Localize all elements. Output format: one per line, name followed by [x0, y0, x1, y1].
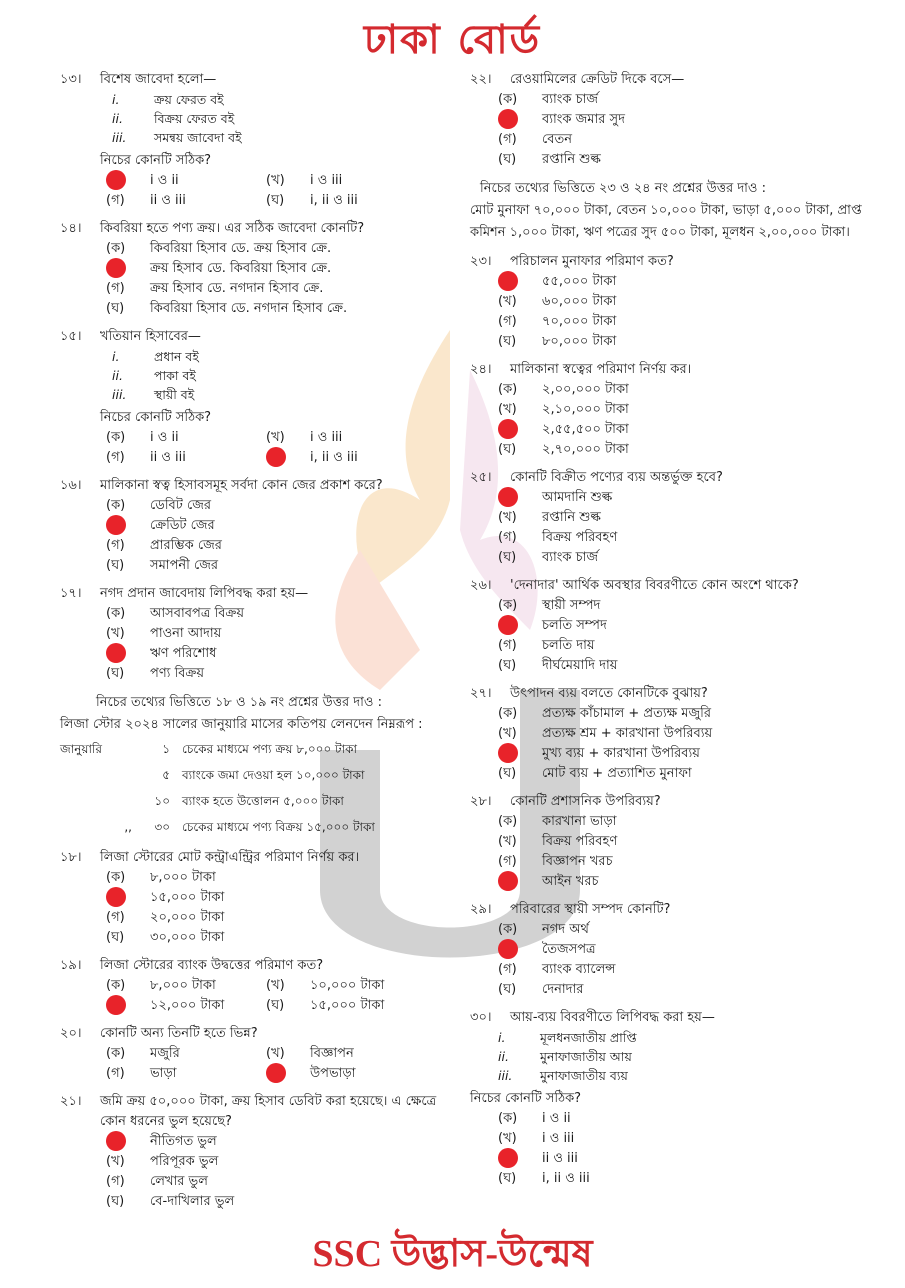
option-text: চলতি সম্পদ: [542, 618, 607, 633]
question-number: ১৮।: [60, 850, 82, 865]
question-number: ১৫।: [60, 329, 82, 344]
option-label: (ঘ): [106, 558, 125, 573]
option-text: উপভাড়া: [310, 1066, 356, 1081]
answer-mark: [498, 615, 518, 635]
option-text: সমাপনী জের: [150, 558, 219, 573]
option-label: (ক): [106, 241, 126, 256]
question-number: ২৪।: [470, 362, 492, 377]
question-text: 'দেনাদার' আর্থিক অবস্থার বিবরণীতে কোন অংশে থাকে?: [510, 578, 799, 593]
question-number: ২৩।: [470, 254, 492, 269]
option-label: (ঘ): [498, 658, 517, 673]
question-number: ২৬।: [470, 578, 492, 593]
option-text: i, ii ও iii: [310, 193, 358, 208]
question-24: [470, 360, 895, 460]
option-text: প্রত্যক্ষ কাঁচামাল + প্রত্যক্ষ মজুরি: [542, 706, 711, 721]
question-14: [60, 219, 460, 319]
option-label: (ক): [498, 382, 518, 397]
transaction-row: [60, 762, 460, 788]
answer-mark: [498, 419, 518, 439]
statement-roman: i.: [112, 92, 120, 107]
option-text: ৫৫,০০০ টাকা: [542, 274, 617, 289]
statement-text: মূলধনজাতীয় প্রাপ্তি: [540, 1030, 637, 1045]
question-19: [60, 956, 460, 1016]
option-text: মুখ্য ব্যয় + কারখানা উপরিব্যয়: [542, 746, 700, 761]
question-18: [60, 848, 460, 948]
option-text: ভাড়া: [150, 1066, 177, 1081]
statement-roman: ii.: [498, 1049, 509, 1064]
option-text: রপ্তানি শুল্ক: [542, 510, 601, 525]
option-label: (খ): [266, 1046, 285, 1061]
statement-roman: iii.: [112, 130, 127, 145]
option-text: ক্রয় হিসাব ডে. নগদান হিসাব ক্রে.: [150, 281, 324, 296]
option-text: ii ও iii: [150, 193, 186, 208]
option-text: মজুরি: [150, 1046, 180, 1061]
option-label: (ক): [498, 598, 518, 613]
statement-text: পাকা বই: [154, 368, 196, 383]
statement-roman: i.: [498, 1030, 506, 1045]
option-text: ii ও iii: [542, 1151, 578, 1166]
option-text: ৩০,০০০ টাকা: [150, 930, 225, 945]
option-label: (ক): [498, 92, 518, 107]
question-text: কোনটি অন্য তিনটি হতে ভিন্ন?: [100, 1026, 258, 1041]
answer-mark: [498, 109, 518, 129]
option-text: ৭০,০০০ টাকা: [542, 314, 617, 329]
option-label: (খ): [498, 294, 517, 309]
statement-roman: ii.: [112, 111, 123, 126]
option-text: আইন খরচ: [542, 874, 599, 889]
question-text: মালিকানা স্বত্ব হিসাবসমূহ সর্বদা কোন জের প্রকাশ করে?: [100, 478, 383, 493]
question-text: লিজা স্টোরের মোট কন্ট্রাএন্ট্রির পরিমাণ নির্ণয় কর।: [100, 850, 360, 865]
statement-text: মুনাফাজাতীয় ব্যয়: [540, 1068, 628, 1083]
question-text: উৎপাদন ব্যয় বলতে কোনটিকে বুঝায়?: [510, 686, 708, 701]
transaction-row: [60, 788, 460, 814]
page-title: ঢাকা বোর্ড: [363, 16, 542, 63]
option-text: চলতি দায়: [542, 638, 595, 653]
option-text: দেনাদার: [542, 982, 584, 997]
answer-mark: [498, 939, 518, 959]
option-text: i ও iii: [310, 173, 343, 188]
option-label: (খ): [498, 726, 517, 741]
transaction-month: জানুয়ারি: [60, 742, 102, 756]
option-text: ব্যাংক চার্জ: [542, 92, 599, 107]
option-label: (ক): [106, 606, 126, 621]
option-text: রপ্তানি শুল্ক: [542, 152, 601, 167]
answer-mark: [106, 995, 126, 1015]
transaction-text: ব্যাংক হতে উত্তোলন ৫,০০০ টাকা: [182, 794, 344, 808]
option-label: (খ): [498, 402, 517, 417]
option-text: ব্যাংক ব্যালেন্স: [542, 962, 616, 977]
answer-mark: [106, 170, 126, 190]
option-text: i ও iii: [542, 1131, 575, 1146]
question-26: [470, 576, 895, 676]
answer-mark: [106, 258, 126, 278]
option-label: (ঘ): [498, 1171, 517, 1186]
option-label: (ক): [498, 922, 518, 937]
option-text: আমদানি শুল্ক: [542, 490, 613, 505]
option-label: (ক): [106, 1046, 126, 1061]
option-text: প্রত্যক্ষ শ্রম + কারখানা উপরিব্যয়: [542, 726, 713, 741]
question-number: ২৫।: [470, 470, 492, 485]
statement-text: বিক্রয় ফেরত বই: [154, 111, 235, 126]
question-30: [470, 1008, 895, 1189]
option-label: (গ): [106, 1066, 125, 1081]
question-number: ২৮।: [470, 794, 492, 809]
option-label: (ক): [106, 978, 126, 993]
option-text: স্থায়ী সম্পদ: [542, 598, 601, 613]
option-text: ii ও iii: [150, 450, 186, 465]
transaction-text: ব্যাংকে জমা দেওয়া হল ১০,০০০ টাকা: [182, 768, 365, 782]
option-text: ২,০০,০০০ টাকা: [542, 382, 629, 397]
option-label: (ঘ): [266, 193, 285, 208]
option-text: কিবরিয়া হিসাব ডে. নগদান হিসাব ক্রে.: [150, 301, 348, 316]
option-text: i, ii ও iii: [542, 1171, 590, 1186]
question-20: [60, 1024, 460, 1084]
option-text: i ও iii: [310, 430, 343, 445]
question-subprompt: নিচের কোনটি সঠিক?: [100, 153, 212, 168]
transaction-text: চেকের মাধ্যমে পণ্য ক্রয় ৮,০০০ টাকা: [182, 742, 357, 756]
option-text: ব্যাংক জমার সুদ: [542, 112, 625, 127]
option-text: ১২,০০০ টাকা: [150, 998, 225, 1013]
option-label: (খ): [498, 834, 517, 849]
option-text: i ও ii: [542, 1111, 571, 1126]
option-label: (গ): [498, 638, 517, 653]
option-label: (খ): [498, 510, 517, 525]
question-subprompt: নিচের কোনটি সঠিক?: [100, 410, 212, 425]
option-text: আসবাবপত্র বিক্রয়: [150, 606, 244, 621]
question-13: [60, 70, 460, 211]
question-23: [470, 252, 895, 352]
option-text: i, ii ও iii: [310, 450, 358, 465]
option-text: ৬০,০০০ টাকা: [542, 294, 617, 309]
option-label: (ক): [498, 706, 518, 721]
option-text: পরিপূরক ভুল: [150, 1154, 219, 1169]
option-label: (খ): [498, 1131, 517, 1146]
question-text: পরিবারের স্থায়ী সম্পদ কোনটি?: [510, 902, 671, 917]
option-text: বিজ্ঞাপন খরচ: [542, 854, 613, 869]
option-text: ২,৫৫,৫০০ টাকা: [542, 422, 629, 437]
option-label: (ঘ): [266, 998, 285, 1013]
question-text: পরিচালন মুনাফার পরিমাণ কত?: [510, 254, 674, 269]
question-subprompt: নিচের কোনটি সঠিক?: [470, 1091, 582, 1106]
option-text: বেতন: [542, 132, 573, 147]
option-label: (ঘ): [498, 442, 517, 457]
question-number: ২২।: [470, 72, 492, 87]
option-label: (ঘ): [106, 301, 125, 316]
question-number: ২১।: [60, 1094, 82, 1109]
transaction-day: ৫: [162, 768, 170, 782]
option-label: (গ): [106, 538, 125, 553]
transaction-text: চেকের মাধ্যমে পণ্য বিক্রয় ১৫,০০০ টাকা: [182, 820, 375, 834]
option-text: বিক্রয় পরিবহণ: [542, 530, 618, 545]
option-text: ১৫,০০০ টাকা: [310, 998, 385, 1013]
option-label: (গ): [498, 854, 517, 869]
option-text: ২০,০০০ টাকা: [150, 910, 225, 925]
option-text: বিক্রয় পরিবহণ: [542, 834, 618, 849]
question-text: খতিয়ান হিসাবের—: [100, 329, 201, 344]
case-intro: নিচের তথ্যের ভিত্তিতে ২৩ ও ২৪ নং প্রশ্নের উত্তর দাও :: [480, 181, 767, 196]
question-number: ২৭।: [470, 686, 492, 701]
option-label: (খ): [266, 430, 285, 445]
answer-mark: [106, 515, 126, 535]
transaction-day: ১০: [154, 794, 170, 808]
option-text: i ও ii: [150, 173, 179, 188]
question-29: [470, 900, 895, 1000]
question-number: ১৯।: [60, 958, 82, 973]
option-label: (গ): [106, 281, 125, 296]
statement-text: সমন্বয় জাবেদা বই: [154, 130, 242, 145]
question-text: লিজা স্টোরের ব্যাংক উদ্বত্তের পরিমাণ কত?: [100, 958, 324, 973]
ditto-mark: ,,: [124, 820, 132, 834]
question-16: [60, 476, 460, 576]
statement-roman: i.: [112, 349, 120, 364]
option-label: (ঘ): [106, 666, 125, 681]
question-text: বিশেষ জাবেদা হলো—: [100, 72, 217, 87]
option-text: মোট ব্যয় + প্রত্যাশিত মুনাফা: [542, 766, 692, 781]
question-number: ৩০।: [470, 1010, 492, 1025]
question-number: ১৬।: [60, 478, 82, 493]
question-text: মালিকানা স্বত্বের পরিমাণ নির্ণয় কর।: [510, 362, 692, 377]
question-number: ১৩।: [60, 72, 82, 87]
option-text: বে-দাখিলার ভুল: [150, 1194, 235, 1209]
statement-text: ক্রয় ফেরত বই: [154, 92, 224, 107]
question-text: আয়-ব্যয় বিবরণীতে লিপিবদ্ধ করা হয়—: [510, 1010, 715, 1025]
question-text: নগদ প্রদান জাবেদায় লিপিবদ্ধ করা হয়—: [100, 586, 309, 601]
question-number: ১৪।: [60, 221, 82, 236]
option-text: নগদ অর্থ: [542, 922, 589, 937]
statement-roman: ii.: [112, 368, 123, 383]
option-text: ১০,০০০ টাকা: [310, 978, 385, 993]
option-text: ২,৭০,০০০ টাকা: [542, 442, 629, 457]
option-label: (গ): [106, 450, 125, 465]
option-text: প্রারম্ভিক জের: [150, 538, 222, 553]
option-text: i ও ii: [150, 430, 179, 445]
option-text: ৮০,০০০ টাকা: [542, 334, 617, 349]
question-27: [470, 684, 895, 784]
option-label: (ক): [106, 870, 126, 885]
option-text: ঋণ পরিশোধ: [150, 646, 217, 661]
answer-mark: [106, 643, 126, 663]
left-column: [60, 70, 460, 1212]
option-label: (ঘ): [498, 334, 517, 349]
option-text: ৮,০০০ টাকা: [150, 870, 216, 885]
question-22: [470, 70, 895, 170]
option-text: ১৫,০০০ টাকা: [150, 890, 225, 905]
question-number: ২০।: [60, 1026, 82, 1041]
option-label: (গ): [498, 132, 517, 147]
question-text: কিবরিয়া হতে পণ্য ক্রয়। এর সঠিক জাবেদা কোনটি?: [100, 221, 365, 236]
transaction-row: [60, 814, 460, 840]
option-label: (গ): [498, 530, 517, 545]
answer-mark: [106, 887, 126, 907]
option-label: (ক): [106, 498, 126, 513]
footer-brand: SSC উদ্ভাস-উন্মেষ: [312, 1233, 593, 1275]
case-study-1: [60, 692, 460, 840]
question-text: রেওয়ামিলের ক্রেডিট দিকে বসে—: [510, 72, 685, 87]
option-text: ক্রয় হিসাব ডে. কিবরিয়া হিসাব ক্রে.: [150, 261, 332, 276]
option-label: (ঘ): [498, 152, 517, 167]
option-label: (ঘ): [498, 766, 517, 781]
answer-mark: [498, 743, 518, 763]
question-number: ১৭।: [60, 586, 82, 601]
question-number: ২৯।: [470, 902, 492, 917]
answer-mark: [498, 487, 518, 507]
option-text: কিবরিয়া হিসাব ডে. ক্রয় হিসাব ক্রে.: [150, 241, 332, 256]
answer-mark: [266, 1063, 286, 1083]
option-text: তৈজসপত্র: [542, 942, 596, 957]
answer-mark: [498, 271, 518, 291]
option-label: (ঘ): [106, 930, 125, 945]
option-label: (গ): [498, 962, 517, 977]
answer-mark: [498, 1148, 518, 1168]
option-label: (ক): [498, 1111, 518, 1126]
option-text: ব্যাংক চার্জ: [542, 550, 599, 565]
option-text: লেখার ভুল: [150, 1174, 208, 1189]
option-text: বিজ্ঞাপন: [310, 1046, 354, 1061]
option-text: নীতিগত ভুল: [150, 1134, 217, 1149]
option-text: কারখানা ভাড়া: [542, 814, 617, 829]
option-label: (ক): [498, 814, 518, 829]
option-label: (গ): [106, 1174, 125, 1189]
question-17: [60, 584, 460, 684]
question-text: কোনটি প্রশাসনিক উপরিব্যয়?: [510, 794, 661, 809]
answer-mark: [106, 1131, 126, 1151]
option-text: পাওনা আদায়: [150, 626, 222, 641]
statement-roman: iii.: [498, 1068, 513, 1083]
transaction-row: [60, 736, 460, 762]
option-label: (খ): [266, 173, 285, 188]
option-label: (ঘ): [106, 1194, 125, 1209]
case-text: লিজা স্টোর ২০২৪ সালের জানুয়ারি মাসের কতিপয় লেনদেন নিম্নরূপ :: [60, 717, 423, 732]
option-label: (খ): [106, 1154, 125, 1169]
case-intro: নিচের তথ্যের ভিত্তিতে ১৮ ও ১৯ নং প্রশ্নের উত্তর দাও :: [96, 695, 382, 710]
question-text: জমি ক্রয় ৫০,০০০ টাকা, ক্রয় হিসাব ডেবিট করা হয়েছে। এ ক্ষেত্রে কোন ধরনের ভুল হয়েছে?: [100, 1094, 437, 1129]
option-text: ক্রেডিট জের: [150, 518, 215, 533]
option-text: ৮,০০০ টাকা: [150, 978, 216, 993]
option-label: (ঘ): [498, 550, 517, 565]
option-label: (গ): [106, 193, 125, 208]
question-25: [470, 468, 895, 568]
question-28: [470, 792, 895, 892]
statement-text: প্রধান বই: [154, 349, 199, 364]
option-label: (ক): [106, 430, 126, 445]
transaction-day: ৩০: [154, 820, 170, 834]
option-label: (খ): [106, 626, 125, 641]
transaction-day: ১: [162, 742, 170, 756]
question-text: কোনটি বিক্রীত পণ্যের ব্যয় অন্তর্ভুক্ত হবে?: [510, 470, 723, 485]
option-text: ডেবিট জের: [150, 498, 212, 513]
statement-text: স্থায়ী বই: [154, 387, 195, 402]
option-text: পণ্য বিক্রয়: [150, 666, 205, 681]
option-text: ২,১০,০০০ টাকা: [542, 402, 629, 417]
option-label: (গ): [106, 910, 125, 925]
option-label: (গ): [498, 314, 517, 329]
answer-mark: [266, 447, 286, 467]
right-column: [470, 70, 895, 1189]
case-text: মোট মুনাফা ৭০,০০০ টাকা, বেতন ১০,০০০ টাকা, ভাড়া ৫,০০০ টাকা, প্রাপ্ত কমিশন ১,০০০ টাকা, ঋণ পত্রের সুদ ৫০০ টাকা, মূলধন ২,০০,০০০ টাকা।: [470, 203, 862, 240]
question-21: [60, 1092, 460, 1212]
case-study-2: [470, 178, 895, 244]
statement-text: মুনাফাজাতীয় আয়: [540, 1049, 632, 1064]
answer-mark: [498, 871, 518, 891]
statement-roman: iii.: [112, 387, 127, 402]
option-label: (খ): [266, 978, 285, 993]
option-label: (ঘ): [498, 982, 517, 997]
question-15: [60, 327, 460, 468]
option-text: দীর্ঘমেয়াদি দায়: [542, 658, 618, 673]
